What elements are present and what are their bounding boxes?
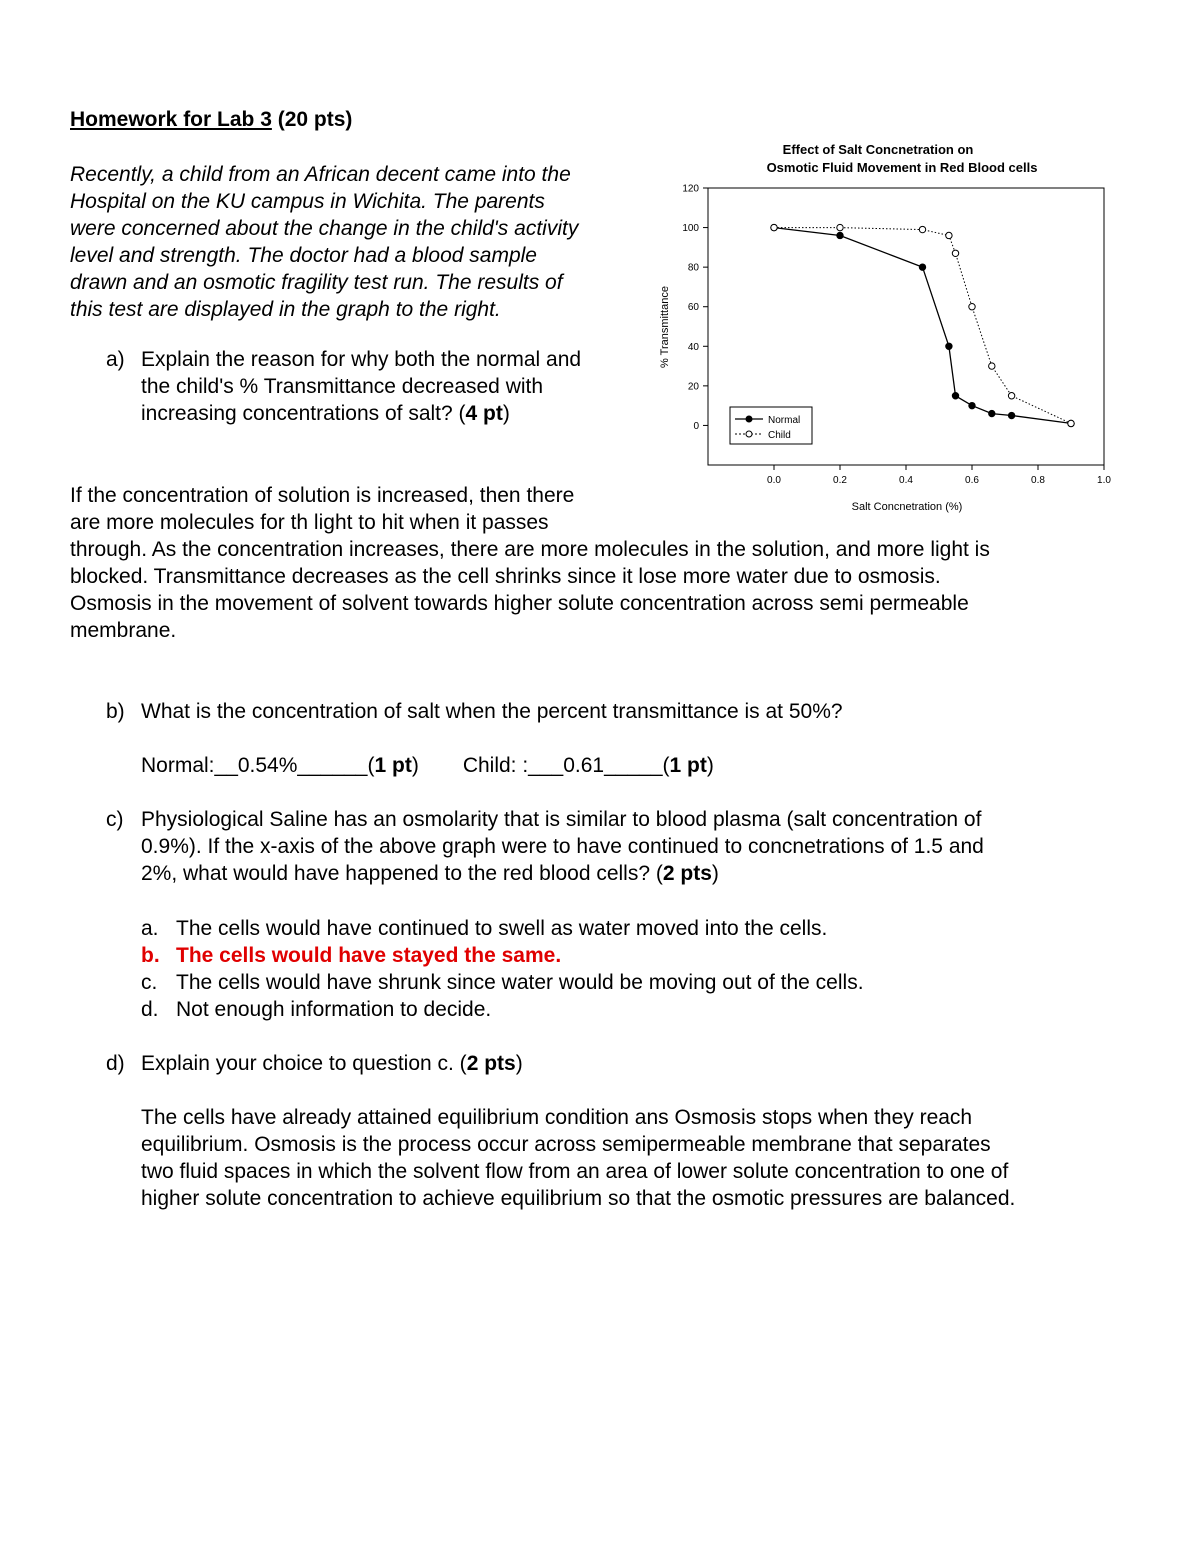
answer-d-line: higher solute concentration to achieve equilibrium so that the osmotic pressures are balanced. bbox=[141, 1187, 1016, 1210]
answer-d-line: The cells have already attained equilibrium condition ans Osmosis stops when they reach bbox=[141, 1106, 973, 1129]
legend-child-marker bbox=[746, 431, 752, 437]
question-c-line: Physiological Saline has an osmolarity that is similar to blood plasma (salt concentration of bbox=[141, 808, 982, 831]
option-a-label: a. bbox=[141, 917, 159, 940]
transmittance-chart bbox=[650, 135, 1120, 525]
page-title bbox=[70, 108, 352, 132]
child-points: 1 pt bbox=[669, 754, 707, 777]
child-data-point bbox=[946, 232, 952, 238]
question-c-line: 0.9%). If the x-axis of the above graph were to have continued to concnetrations of 1.5 and bbox=[141, 835, 984, 858]
normal-points: 1 pt bbox=[374, 754, 412, 777]
question-a-line: Explain the reason for why both the normal and bbox=[141, 348, 582, 371]
intro-paragraph bbox=[70, 161, 650, 323]
legend-child-label: Child bbox=[768, 430, 791, 441]
title-points: (20 pts) bbox=[277, 108, 353, 131]
y-tick-label: 0 bbox=[693, 420, 699, 432]
intro-line: Recently, a child from an African decent came into the bbox=[70, 163, 571, 186]
child-data-point bbox=[919, 226, 925, 232]
y-tick-label: 100 bbox=[682, 223, 699, 235]
intro-line: drawn and an osmotic fragility test run. The results of bbox=[70, 271, 563, 294]
answer-a-line: Osmosis in the movement of solvent towards higher solute concentration across semi permeable bbox=[70, 592, 969, 615]
option-d-text: Not enough information to decide. bbox=[176, 998, 492, 1021]
x-tick-label: 0.8 bbox=[1031, 475, 1045, 486]
answer-a-line: through. As the concentration increases, there are more molecules in the solution, and more light is bbox=[70, 538, 990, 561]
intro-line: this test are displayed in the graph to the right. bbox=[70, 298, 501, 321]
option-c-label: c. bbox=[141, 971, 158, 994]
question-a-line: the child's % Transmittance decreased with bbox=[141, 375, 544, 398]
option-c-text: The cells would have shrunk since water would be moving out of the cells. bbox=[176, 971, 864, 994]
child-data-point bbox=[1008, 393, 1014, 399]
question-a-line: increasing concentrations of salt? ( bbox=[141, 402, 466, 425]
answer-a-line: membrane. bbox=[70, 619, 177, 642]
normal-series-line bbox=[774, 228, 1071, 424]
option-a-text: The cells would have continued to swell as water moved into the cells. bbox=[176, 917, 828, 940]
y-axis-label: % Transmittance bbox=[659, 286, 671, 368]
option-b-label: b. bbox=[141, 944, 160, 967]
normal-data-point bbox=[952, 393, 958, 399]
y-tick-label: 20 bbox=[687, 381, 699, 393]
normal-data-point bbox=[1008, 412, 1014, 418]
x-tick-label: 0.2 bbox=[833, 475, 847, 486]
y-tick-label: 40 bbox=[687, 341, 699, 353]
child-data-point bbox=[969, 304, 975, 310]
x-tick-label: 1.0 bbox=[1097, 475, 1111, 486]
normal-data-point bbox=[969, 402, 975, 408]
option-d-label: d. bbox=[141, 998, 159, 1021]
title-main: Homework for Lab 3 bbox=[70, 108, 272, 131]
chart-title-line-1: Effect of Salt Concnetration on bbox=[782, 142, 974, 157]
option-b-text: The cells would have stayed the same. bbox=[176, 944, 562, 967]
question-d-points: 2 pts bbox=[466, 1052, 516, 1075]
x-axis-label: Salt Concnetration (%) bbox=[851, 501, 963, 513]
y-tick-label: 120 bbox=[682, 183, 699, 195]
chart-legend bbox=[730, 407, 812, 444]
normal-answer: Normal:__0.54%______( bbox=[141, 754, 375, 777]
intro-line: were concerned about the change in the child's activity bbox=[70, 217, 579, 240]
normal-close: ) bbox=[411, 754, 419, 777]
answer-d-line: equilibrium. Osmosis is the process occur across semipermeable membrane that separates bbox=[141, 1133, 991, 1156]
normal-data-point bbox=[837, 232, 843, 238]
x-tick-label: 0.6 bbox=[965, 475, 979, 486]
child-data-point bbox=[771, 224, 777, 230]
question-d-text: Explain your choice to question c. ( bbox=[141, 1052, 467, 1075]
answer-a-line: If the concentration of solution is increased, then there bbox=[70, 484, 575, 507]
question-c-label: c) bbox=[106, 808, 124, 831]
question-d-close: ) bbox=[515, 1052, 523, 1075]
normal-data-point bbox=[989, 410, 995, 416]
y-tick-label: 80 bbox=[687, 262, 699, 274]
intro-line: Hospital on the KU campus in Wichita. The parents bbox=[70, 190, 545, 213]
child-data-point bbox=[952, 250, 958, 256]
question-b-label: b) bbox=[106, 700, 125, 723]
y-tick-label: 60 bbox=[687, 302, 699, 314]
normal-data-point bbox=[919, 264, 925, 270]
chart-title-line-2: Osmotic Fluid Movement in Red Blood cells bbox=[766, 160, 1038, 175]
child-data-point bbox=[1068, 420, 1074, 426]
intro-line: level and strength. The doctor had a blood sample bbox=[70, 244, 537, 267]
question-c-line: 2%, what would have happened to the red blood cells? ( bbox=[141, 862, 663, 885]
question-b-answers bbox=[141, 752, 843, 779]
child-answer: Child: :___0.61_____( bbox=[462, 754, 670, 777]
child-series-line bbox=[774, 228, 1071, 424]
x-tick-label: 0.4 bbox=[899, 475, 913, 486]
question-b-text: What is the concentration of salt when the percent transmittance is at 50%? bbox=[141, 700, 843, 723]
question-a-label: a) bbox=[106, 348, 125, 371]
answer-d-line: two fluid spaces in which the solvent flow from an area of lower solute concentration to one of bbox=[141, 1160, 1009, 1183]
answer-a-line: are more molecules for th light to hit when it passes bbox=[70, 511, 549, 534]
normal-data-point bbox=[946, 343, 952, 349]
child-close: ) bbox=[706, 754, 714, 777]
question-a-points: 4 pt bbox=[465, 402, 503, 425]
x-tick-label: 0.0 bbox=[767, 475, 781, 486]
question-a-close: ) bbox=[502, 402, 510, 425]
answer-d bbox=[141, 1104, 1015, 1212]
legend-normal-label: Normal bbox=[768, 415, 801, 426]
question-d-label: d) bbox=[106, 1052, 125, 1075]
answer-a-line: blocked. Transmittance decreases as the cell shrinks since it lose more water due to osmosis. bbox=[70, 565, 941, 588]
child-data-point bbox=[837, 224, 843, 230]
question-c-close: ) bbox=[711, 862, 719, 885]
legend-normal-marker bbox=[746, 416, 752, 422]
child-data-point bbox=[989, 363, 995, 369]
question-c-points: 2 pts bbox=[662, 862, 712, 885]
